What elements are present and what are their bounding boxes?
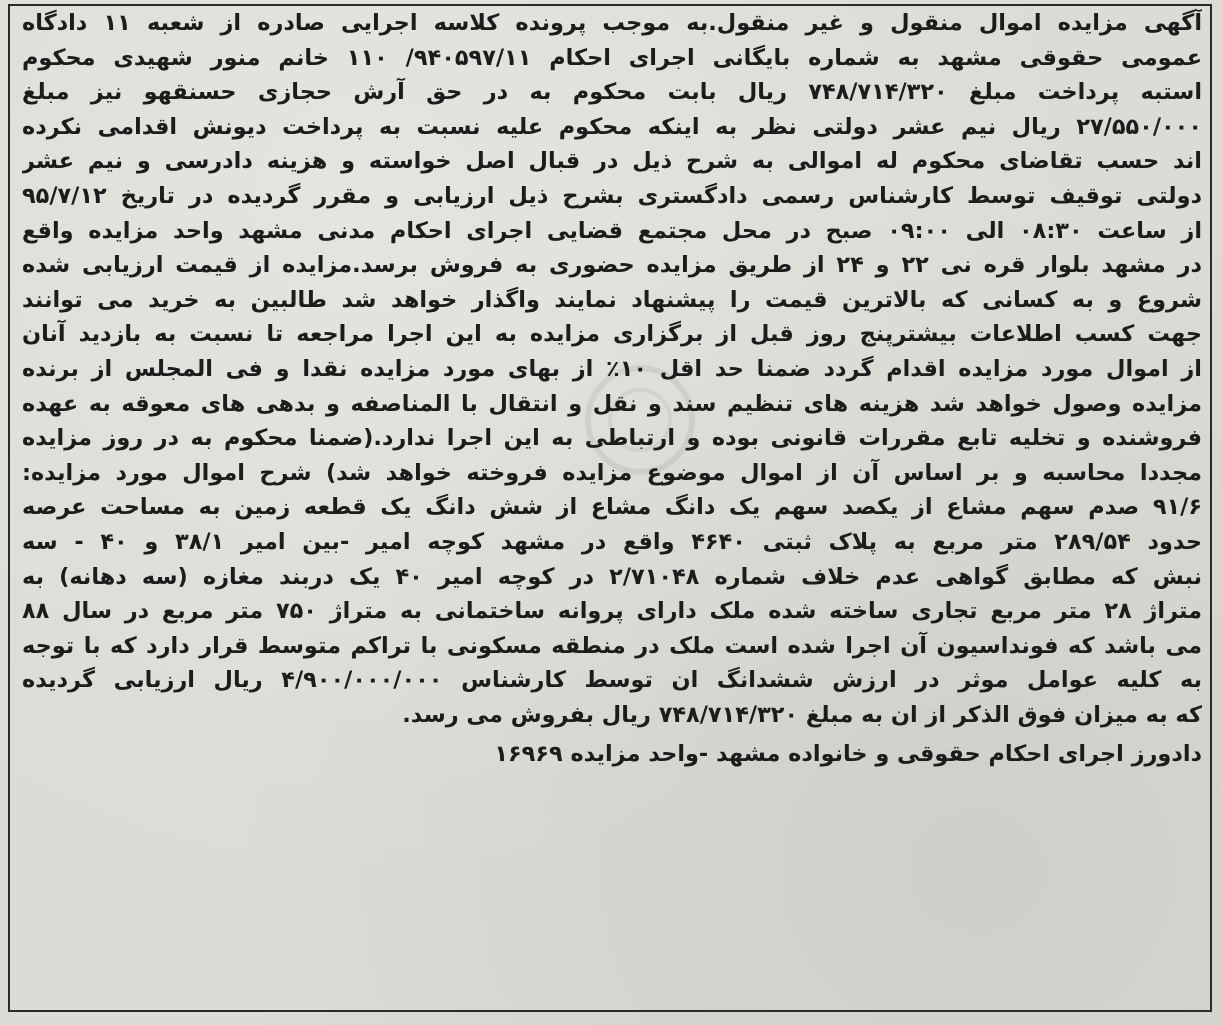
notice-line: شروع و به کسانی که بالاترین قیمت را پیشنهاد نمایند واگذار خواهد شد طالبین به خرید می توانند [22, 286, 1202, 313]
notice-line: دولتی توقیف توسط کارشناس رسمی دادگستری بشرح ذیل ارزیابی و مقرر گردیده در تاریخ ۹۵/۷/۱۲ [22, 182, 1202, 209]
notice-line: فروشنده و تخلیه تابع مقررات قانونی بوده و ارتباطی به این اجرا ندارد.(ضمنا محکوم به در روز مزایده [22, 425, 1202, 452]
notice-line: متراژ ۲۸ متر مربع تجاری ساخته شده ملک دارای پروانه ساختمانی به متراژ ۷۵۰ متر مربع در سال ۸۸ [22, 598, 1202, 625]
notice-line: می باشد که فونداسیون آن اجرا شده است ملک در منطقه مسکونی با تراکم متوسط قرار دارد که با توجه [22, 632, 1202, 659]
notice-line: از ساعت ۰۸:۳۰ الی ۰۹:۰۰ صبح در محل مجتمع قضایی اجرای احکام مدنی مشهد واحد مزایده واقع [22, 217, 1202, 244]
notice-line: ۹۱/۶ صدم سهم مشاع از یکصد سهم یک دانگ مشاع از شش دانگ یک قطعه زمین به مساحت عرصه [22, 494, 1202, 521]
notice-line: ۲۷/۵۵۰/۰۰۰ ریال نیم عشر دولتی نظر به اینکه محکوم علیه نسبت به پرداخت دیونش اقدامی نکرده [22, 113, 1202, 140]
notice-line: نبش که مطابق گواهی عدم خلاف شماره ۲/۷۱۰۴۸ در کوچه امیر ۴۰ یک دربند مغازه (سه دهانه) به [22, 563, 1202, 590]
notice-line: استبه پرداخت مبلغ ۷۴۸/۷۱۴/۳۲۰ ریال بابت محکوم به در حق آرش حجازی حسنقهو نیز مبلغ [22, 79, 1202, 106]
notice-line: از اموال مورد مزایده اقدام گردد ضمنا حد اقل ۱۰٪ از بهای مورد مزایده نقدا و فی المجلس از برنده [22, 355, 1202, 382]
notice-line: آگهی مزایده اموال منقول و غیر منقول.به موجب پرونده کلاسه اجرایی صادره از شعبه ۱۱ دادگاه [22, 10, 1202, 36]
notice-line: مزایده وصول خواهد شد هزینه های تنظیم سند و نقل و انتقال با المناصفه و بدهی های معوقه به عهده [22, 390, 1202, 417]
notice-line: حدود ۲۸۹/۵۴ متر مربع به پلاک ثبتی ۴۶۴۰ واقع در مشهد کوچه امیر -بین امیر ۳۸/۱ و ۴۰ - سه [22, 528, 1202, 555]
notice-signature: دادورز اجرای احکام حقوقی و خانواده مشهد -واحد مزایده ۱۶۹۶۹ [494, 741, 1202, 768]
notice-line: به کلیه عوامل موثر در ارزش ششدانگ ان توسط کارشناس ۴/۹۰۰/۰۰۰/۰۰۰ ریال ارزیابی گردیده [22, 667, 1202, 694]
notice-line: جهت کسب اطلاعات بیشترپنج روز قبل از برگزاری مزایده به این اجرا مراجعه تا نسبت به بازدید آنان [22, 321, 1202, 348]
notice-line: در مشهد بلوار قره نی ۲۲ و ۲۴ از طریق مزایده حضوری به فروش برسد.مزایده از قیمت ارزیابی شده [22, 252, 1202, 279]
auction-notice [22, 6, 1202, 774]
notice-line: که به میزان فوق الذکر از ان به مبلغ ۷۴۸/۷۱۴/۳۲۰ ریال بفروش می رسد. [402, 701, 1202, 728]
notice-line: مجددا محاسبه و بر اساس آن از اموال موضوع مزایده فروخته خواهد شد) شرح اموال مورد مزایده: [22, 459, 1202, 486]
notice-line: عمومی حقوقی مشهد به شماره بایگانی اجرای احکام ۹۴۰۵۹۷/۱۱/ ۱۱۰ خانم منور شهیدی محکوم [22, 44, 1202, 71]
notice-line: اند حسب تقاضای محکوم له اموالی به شرح ذیل در قبال اصل خواسته و هزینه دادرسی و نیم عشر [22, 148, 1202, 175]
